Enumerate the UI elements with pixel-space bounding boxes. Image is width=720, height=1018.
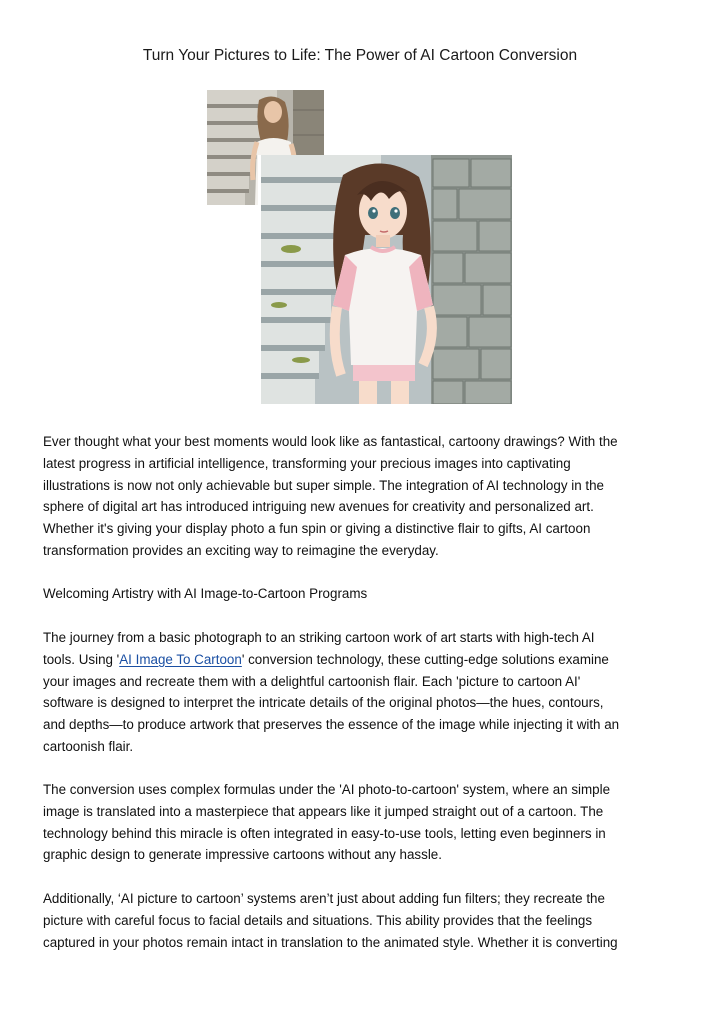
paragraph-line: picture with careful focus to facial details and situations. This ability provides that the feelings [43, 912, 593, 928]
cartoon-image [261, 155, 512, 404]
paragraph-line: illustrations is now not only achievable but super simple. The integration of AI technology in the [43, 477, 605, 493]
paragraph-line: transformation provides an exciting way to reimagine the everyday. [43, 542, 439, 558]
conversion-paragraph [43, 779, 683, 866]
paragraph-line: The conversion uses complex formulas under the 'AI photo-to-cartoon' system, where an simple [43, 782, 611, 797]
paragraph-line [43, 649, 683, 671]
paragraph-line: cartoonish flair. [43, 738, 134, 754]
paragraph-line: latest progress in artificial intelligence, transforming your precious images into captivating [43, 455, 571, 471]
paragraph-line: software is designed to interpret the intricate details of the original photos—the hues, contours, [43, 695, 604, 711]
paragraph-line: Ever thought what your best moments would look like as fantastical, cartoony drawings? With the [43, 434, 618, 449]
paragraph-line: and depths—to produce artwork that preserves the essence of the image while injecting it with an [43, 717, 620, 733]
ai-image-to-cartoon-link[interactable]: AI Image To Cartoon [119, 651, 242, 667]
paragraph-text: ' conversion technology, these cutting-edge solutions examine [241, 651, 609, 667]
paragraph-line: captured in your photos remain intact in translation to the animated style. Whether it is converting [43, 934, 618, 950]
paragraph-line: Whether it's giving your display photo a fun spin or giving a distinctive flair to gifts, AI cartoon [43, 521, 591, 537]
paragraph-line: graphic design to generate impressive cartoons without any hassle. [43, 847, 442, 863]
paragraph-line: sphere of digital art has introduced intriguing new avenues for creativity and personalized art. [43, 499, 594, 515]
paragraph-line: technology behind this miracle is often integrated in easy-to-use tools, letting even beginners in [43, 825, 606, 841]
tools-paragraph [43, 627, 683, 758]
additional-paragraph [43, 888, 683, 953]
paragraph-text: tools. Using ' [43, 651, 120, 667]
section-heading: Welcoming Artistry with AI Image-to-Cartoon Programs [43, 586, 368, 601]
paragraph-line: The journey from a basic photograph to an striking cartoon work of art starts with high-tech AI [43, 630, 595, 645]
paragraph-line: your images and recreate them with a delightful cartoonish flair. Each 'picture to cartoon AI' [43, 673, 581, 689]
paragraph-line: image is translated into a masterpiece that appears like it jumped straight out of a cartoon. The [43, 803, 604, 819]
paragraph-line: Additionally, ‘AI picture to cartoon’ systems aren’t just about adding fun filters; they recreate the [43, 891, 605, 906]
page-title: Turn Your Pictures to Life: The Power of AI Cartoon Conversion [142, 47, 578, 64]
intro-paragraph [43, 431, 683, 562]
